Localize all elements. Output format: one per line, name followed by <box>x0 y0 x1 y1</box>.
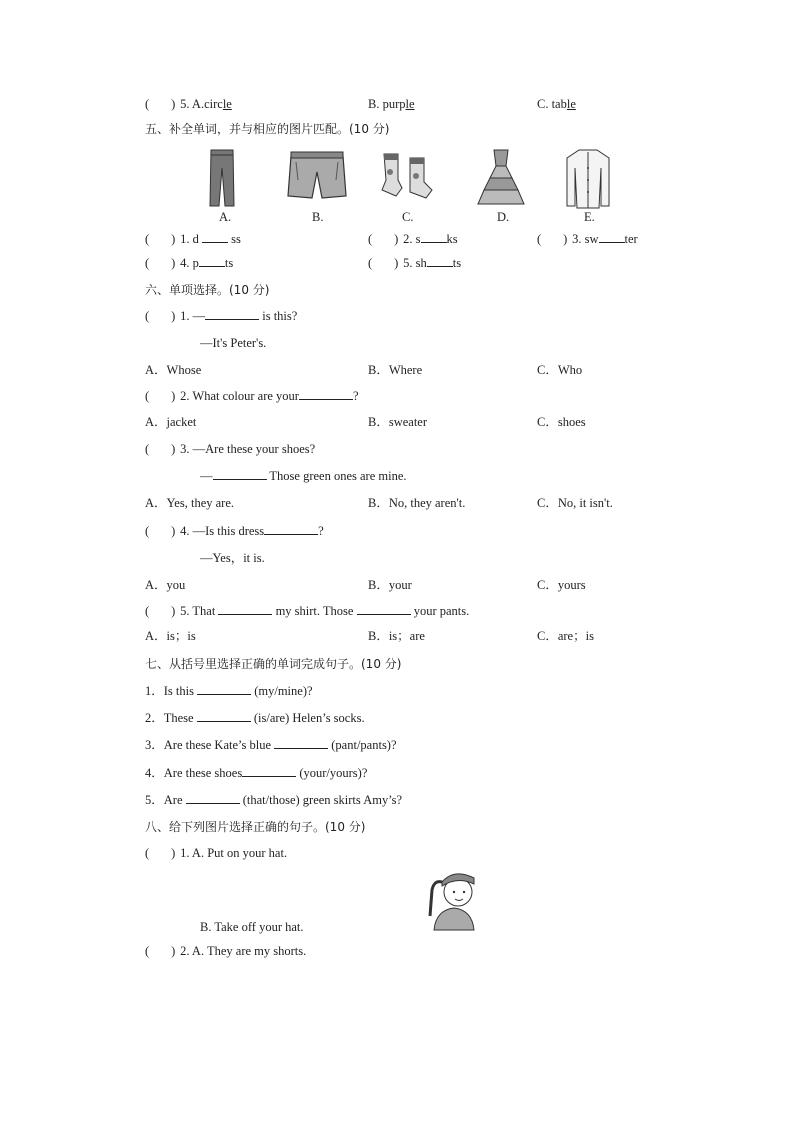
blank[interactable] <box>599 231 625 243</box>
option-b: B. purple <box>368 97 415 111</box>
dress-icon <box>476 148 526 208</box>
question-stem: ( ) 2. What colour are your ? <box>145 389 359 403</box>
blank[interactable] <box>264 523 318 535</box>
blank[interactable] <box>199 255 225 267</box>
fill-word-item: ( ) 4. p ts <box>145 256 234 270</box>
shorts-icon <box>286 150 348 202</box>
option-b[interactable]: B．No, they aren't. <box>368 496 466 510</box>
option-c: C. table <box>537 97 576 111</box>
blank[interactable] <box>274 737 328 749</box>
answer-paren[interactable]: ( ) <box>145 232 176 246</box>
answer-paren[interactable]: ( ) <box>145 604 176 618</box>
sentence-item: 3．Are these Kate’s blue (pant/pants)? <box>145 738 397 752</box>
fill-word-item: ( ) 3. sw ter <box>537 232 638 246</box>
boy-with-hat-icon <box>424 866 482 932</box>
question-stem: ( ) 4. —Is this dress ? <box>145 524 324 538</box>
option-c[interactable]: C．are；is <box>537 629 594 643</box>
sentence-item: 2．These (is/are) Helen’s socks. <box>145 711 365 725</box>
answer-paren[interactable]: ( ) <box>145 309 176 323</box>
option-b[interactable]: B．Where <box>368 363 423 377</box>
option-a[interactable]: A．is；is <box>145 629 196 643</box>
sentence-item: 1．Is this (my/mine)? <box>145 684 313 698</box>
sweater-icon <box>565 148 611 210</box>
question-stem: ( ) 1. — is this? <box>145 309 298 323</box>
option-c[interactable]: C．Who <box>537 363 583 377</box>
answer-paren[interactable]: ( ) <box>145 256 176 270</box>
option-b[interactable]: B．is；are <box>368 629 425 643</box>
blank[interactable] <box>213 468 267 480</box>
picture-label: B. <box>312 210 324 224</box>
option-a[interactable]: A．you <box>145 578 186 592</box>
answer-paren[interactable]: ( ) <box>368 232 399 246</box>
section-heading: 八、给下列图片选择正确的句子。(10 分) <box>145 820 366 834</box>
dialogue-reply: — Those green ones are mine. <box>200 469 407 483</box>
blank[interactable] <box>427 255 453 267</box>
answer-paren[interactable]: ( ) <box>368 256 399 270</box>
dialogue-reply: —It's Peter's. <box>200 336 267 350</box>
option-c[interactable]: C．No, it isn't. <box>537 496 613 510</box>
fill-word-item: ( ) 5. sh ts <box>368 256 462 270</box>
option-b[interactable]: B．your <box>368 578 412 592</box>
blank[interactable] <box>242 765 296 777</box>
fill-word-item: ( ) 2. s ks <box>368 232 458 246</box>
answer-paren[interactable]: ( ) <box>145 846 176 860</box>
option-a[interactable]: A．Yes, they are. <box>145 496 234 510</box>
answer-paren[interactable]: ( ) <box>145 97 176 111</box>
blank[interactable] <box>197 683 251 695</box>
sentence-item: 4．Are these shoes (your/yours)? <box>145 766 368 780</box>
question-row: ( ) 5. A.circle <box>145 97 232 111</box>
answer-paren[interactable]: ( ) <box>145 944 176 958</box>
section-heading: 五、补全单词，并与相应的图片匹配。(10 分) <box>145 122 390 136</box>
question-stem: ( ) 5. That my shirt. Those your pants. <box>145 604 470 618</box>
blank[interactable] <box>186 792 240 804</box>
picture-label: D. <box>497 210 510 224</box>
option-c[interactable]: C．yours <box>537 578 586 592</box>
section-heading: 六、单项选择。(10 分) <box>145 283 270 297</box>
option-b[interactable]: B．sweater <box>368 415 428 429</box>
section-heading: 七、从括号里选择正确的单词完成句子。(10 分) <box>145 657 402 671</box>
option-a[interactable]: A．jacket <box>145 415 197 429</box>
option-c[interactable]: C．shoes <box>537 415 586 429</box>
picture-label: E. <box>584 210 595 224</box>
blank[interactable] <box>299 388 353 400</box>
picture-question: ( ) 2. A. They are my shorts. <box>145 944 307 958</box>
option-b: B. Take off your hat. <box>200 920 304 934</box>
answer-paren[interactable]: ( ) <box>145 524 176 538</box>
blank[interactable] <box>357 603 411 615</box>
picture-label: C. <box>402 210 414 224</box>
blank[interactable] <box>421 231 447 243</box>
answer-paren[interactable]: ( ) <box>537 232 568 246</box>
blank[interactable] <box>197 710 251 722</box>
fill-word-item: ( ) 1. d ss <box>145 232 241 246</box>
picture-question: ( ) 1. A. Put on your hat. <box>145 846 288 860</box>
blank[interactable] <box>218 603 272 615</box>
answer-paren[interactable]: ( ) <box>145 389 176 403</box>
pants-icon <box>207 148 237 208</box>
blank[interactable] <box>202 231 228 243</box>
dialogue-reply: —Yes，it is. <box>200 551 265 565</box>
option-a[interactable]: A．Whose <box>145 363 202 377</box>
answer-paren[interactable]: ( ) <box>145 442 176 456</box>
blank[interactable] <box>205 308 259 320</box>
sentence-item: 5．Are (that/those) green skirts Amy’s? <box>145 793 403 807</box>
picture-label: A. <box>219 210 232 224</box>
question-stem: ( ) 3. —Are these your shoes? <box>145 442 316 456</box>
socks-icon <box>378 150 436 200</box>
